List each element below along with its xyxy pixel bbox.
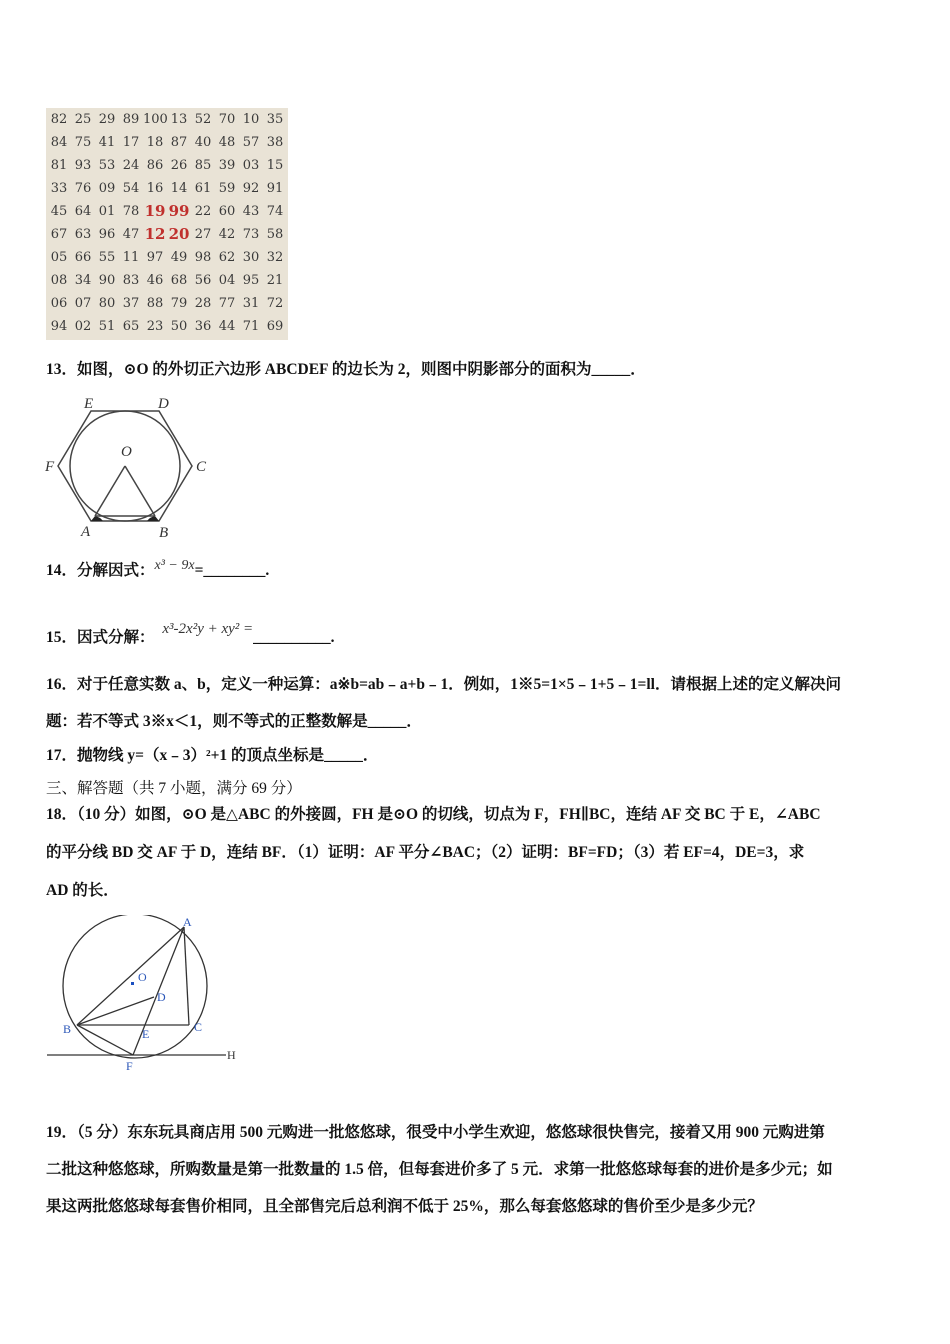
section-3-title: 三、解答题（共 7 小题，满分 69 分）: [46, 780, 302, 797]
grid-cell: 85: [194, 158, 212, 173]
label-c: C: [194, 1020, 203, 1034]
grid-cell: 23: [146, 319, 164, 334]
grid-cell: 28: [194, 296, 212, 311]
grid-cell: 13: [170, 112, 188, 127]
question-19-line-2: 二批这种悠悠球，所购数量是第一批数量的 1.5 倍，但每套进价多了 5 元．求第一批悠悠球每套的进价是多少元；如: [46, 1161, 833, 1178]
segment-bd: [77, 997, 154, 1025]
grid-cell: 78: [122, 204, 140, 219]
grid-cell: 15: [266, 158, 284, 173]
question-14-expression: x³ − 9x: [154, 558, 195, 573]
grid-cell: 70: [218, 112, 236, 127]
label-c: C: [196, 459, 207, 475]
label-a: A: [183, 915, 192, 929]
grid-cell: 99: [168, 202, 190, 220]
grid-cell: 45: [50, 204, 68, 219]
question-18-line-2: 的平分线 BD 交 AF 于 D，连结 BF．（1）证明：AF 平分∠BAC；（2）证明：BF=FD；（3）若 EF=4，DE=3，求: [46, 844, 805, 861]
grid-cell: 36: [194, 319, 212, 334]
grid-cell: 01: [98, 204, 116, 219]
grid-cell: 21: [266, 273, 284, 288]
grid-cell: 56: [194, 273, 212, 288]
grid-cell: 51: [98, 319, 116, 334]
label-h: H: [227, 1048, 236, 1062]
label-d: D: [158, 396, 169, 412]
grid-cell: 50: [170, 319, 188, 334]
grid-cell: 67: [50, 227, 68, 242]
question-15-prefix: 15．因式分解：: [46, 629, 155, 646]
grid-cell: 35: [266, 112, 284, 127]
circle-triangle-figure: [44, 915, 244, 1075]
grid-cell: 08: [50, 273, 68, 288]
label-o: O: [121, 444, 132, 460]
grid-cell: 64: [74, 204, 92, 219]
radius-ob: [125, 466, 155, 516]
grid-cell: 60: [218, 204, 236, 219]
label-d: D: [157, 990, 166, 1004]
grid-cell: 06: [50, 296, 68, 311]
label-e: E: [84, 396, 94, 412]
question-18-line-3: AD 的长．: [46, 882, 119, 899]
grid-cell: 52: [194, 112, 212, 127]
grid-cell: 69: [266, 319, 284, 334]
label-e: E: [142, 1027, 150, 1041]
grid-cell: 47: [122, 227, 140, 242]
grid-cell: 32: [266, 250, 284, 265]
label-f: F: [45, 459, 55, 475]
grid-cell: 63: [74, 227, 92, 242]
number-grid-image: [46, 108, 288, 340]
grid-cell: 41: [98, 135, 116, 150]
grid-cell: 20: [168, 225, 190, 243]
grid-cell: 65: [122, 319, 140, 334]
label-a: A: [81, 524, 91, 540]
grid-cell: 90: [98, 273, 116, 288]
radius-oa: [95, 466, 125, 516]
question-16-line-2: 题：若不等式 3※x＜1，则不等式的正整数解是_____．: [46, 713, 422, 730]
grid-cell: 71: [242, 319, 260, 334]
question-16-line-1: 16．对于任意实数 a、b，定义一种运算：a※b=ab﹣a+b﹣1．例如，1※5=1×5﹣1+5﹣1=ll．请根据上述的定义解决问: [46, 676, 841, 693]
label-f: F: [126, 1059, 133, 1073]
grid-cell: 11: [122, 250, 140, 265]
circumcircle: [63, 915, 207, 1058]
grid-cell: 19: [144, 202, 166, 220]
label-b: B: [159, 525, 169, 541]
grid-cell: 59: [218, 181, 236, 196]
grid-cell: 10: [242, 112, 260, 127]
label-b: B: [63, 1022, 72, 1036]
grid-cell: 46: [146, 273, 164, 288]
question-15-blank: __________.: [253, 629, 335, 646]
grid-cell: 43: [242, 204, 260, 219]
grid-cell: 84: [50, 135, 68, 150]
grid-cell: 61: [194, 181, 212, 196]
question-17: 17．抛物线 y=（x﹣3）²+1 的顶点坐标是_____．: [46, 747, 379, 764]
grid-cell: 75: [74, 135, 92, 150]
question-15: [46, 621, 335, 648]
grid-cell: 16: [146, 181, 164, 196]
grid-cell: 42: [218, 227, 236, 242]
grid-cell: 26: [170, 158, 188, 173]
hexagon-figure: [40, 392, 220, 542]
grid-cell: 89: [122, 112, 140, 127]
question-19-line-3: 果这两批悠悠球每套售价相同，且全部售完后总利润不低于 25%，那么每套悠悠球的售价至少是多少元？: [46, 1198, 763, 1215]
center-point-o: [131, 982, 134, 985]
grid-cell: 95: [242, 273, 260, 288]
grid-cell: 93: [74, 158, 92, 173]
grid-cell: 48: [218, 135, 236, 150]
question-13: 13．如图，⊙O 的外切正六边形 ABCDEF 的边长为 2，则图中阴影部分的面积为_____．: [46, 361, 646, 378]
grid-cell: 31: [242, 296, 260, 311]
grid-cell: 39: [218, 158, 236, 173]
grid-cell: 09: [98, 181, 116, 196]
grid-cell: 77: [218, 296, 236, 311]
grid-cell: 30: [242, 250, 260, 265]
grid-cell: 12: [144, 225, 166, 243]
grid-cell: 44: [218, 319, 236, 334]
grid-cell: 66: [74, 250, 92, 265]
grid-cell: 57: [242, 135, 260, 150]
grid-cell: 29: [98, 112, 116, 127]
grid-cell: 07: [74, 296, 92, 311]
grid-cell: 91: [266, 181, 284, 196]
grid-cell: 02: [74, 319, 92, 334]
question-14-blank: =________.: [194, 562, 270, 579]
grid-cell: 81: [50, 158, 68, 173]
grid-cell: 98: [194, 250, 212, 265]
segment-ab: [77, 927, 184, 1025]
grid-cell: 83: [122, 273, 140, 288]
grid-cell: 74: [266, 204, 284, 219]
grid-cell: 49: [170, 250, 188, 265]
grid-cell: 54: [122, 181, 140, 196]
grid-cell: 86: [146, 158, 164, 173]
grid-cell: 94: [50, 319, 68, 334]
grid-cell: 05: [50, 250, 68, 265]
question-15-expression: x³-2x²y + xy² =: [162, 621, 254, 637]
grid-cell: 68: [170, 273, 188, 288]
grid-cell: 62: [218, 250, 236, 265]
question-14-prefix: 14．分解因式：: [46, 562, 155, 579]
grid-cell: 76: [74, 181, 92, 196]
grid-cell: 37: [122, 296, 140, 311]
grid-cell: 25: [74, 112, 92, 127]
grid-cell: 80: [98, 296, 116, 311]
grid-cell: 04: [218, 273, 236, 288]
grid-cell: 88: [146, 296, 164, 311]
grid-cell: 27: [194, 227, 212, 242]
grid-cell: 96: [98, 227, 116, 242]
label-o: O: [138, 970, 147, 984]
question-18-line-1: 18．（10 分）如图，⊙O 是△ABC 的外接圆，FH 是⊙O 的切线，切点为 F，FH∥BC，连结 AF 交 BC 于 E，∠ABC: [46, 806, 821, 823]
grid-cell: 72: [266, 296, 284, 311]
grid-cell: 03: [242, 158, 260, 173]
grid-cell: 100: [143, 112, 168, 127]
grid-cell: 18: [146, 135, 164, 150]
number-grid: [46, 108, 288, 340]
grid-cell: 24: [122, 158, 140, 173]
grid-cell: 92: [242, 181, 260, 196]
question-19-line-1: 19．（5 分）东东玩具商店用 500 元购进一批悠悠球，很受中小学生欢迎，悠悠球很快售完，接着又用 900 元购进第: [46, 1124, 825, 1141]
grid-cell: 34: [74, 273, 92, 288]
grid-cell: 22: [194, 204, 212, 219]
grid-cell: 58: [266, 227, 284, 242]
segment-bf: [77, 1025, 133, 1055]
grid-cell: 53: [98, 158, 116, 173]
grid-cell: 38: [266, 135, 284, 150]
question-14: [46, 558, 270, 582]
grid-cell: 33: [50, 181, 68, 196]
grid-cell: 17: [122, 135, 140, 150]
grid-cell: 73: [242, 227, 260, 242]
grid-cell: 82: [50, 112, 68, 127]
segment-ac: [184, 927, 189, 1025]
grid-cell: 97: [146, 250, 164, 265]
grid-cell: 14: [170, 181, 188, 196]
grid-cell: 87: [170, 135, 188, 150]
grid-cell: 40: [194, 135, 212, 150]
grid-cell: 79: [170, 296, 188, 311]
grid-cell: 55: [98, 250, 116, 265]
